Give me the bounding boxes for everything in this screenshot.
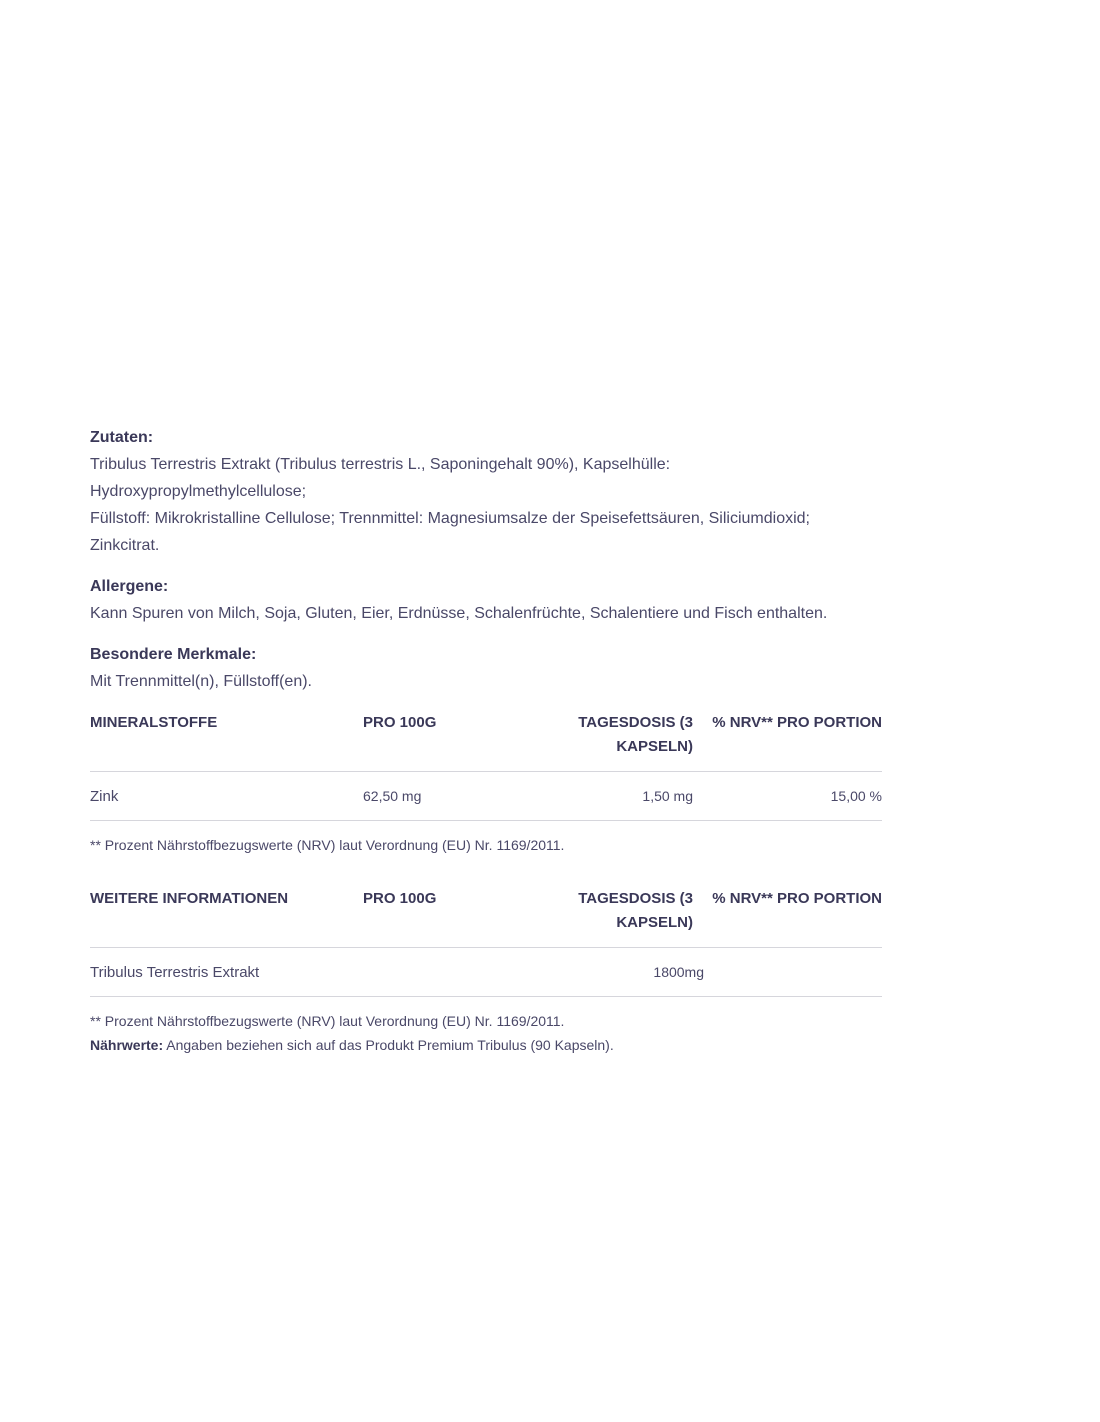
row-daily-dose: 1,50 mg <box>642 788 693 804</box>
features-text: Mit Trennmittel(n), Füllstoff(en). <box>90 673 312 690</box>
header-per-100g: PRO 100G <box>363 714 437 731</box>
row-per-100g: 62,50 mg <box>363 788 422 804</box>
row-value: 1800mg <box>653 964 704 980</box>
allergens-title: Allergene: <box>90 578 169 595</box>
info-footnote-nrv: ** Prozent Nährstoffbezugswerte (NRV) laut Verordnung (EU) Nr. 1169/2011. <box>90 1013 565 1029</box>
ingredients-section <box>90 424 882 559</box>
row-name: Tribulus Terrestris Extrakt <box>90 963 260 981</box>
features-title: Besondere Merkmale: <box>90 646 257 663</box>
row-nrv: 15,00 % <box>830 788 882 804</box>
features-section <box>90 641 882 695</box>
ingredients-line-1: Tribulus Terrestris Extrakt (Tribulus terrestris L., Saponingehalt 90%), Kapselhülle: Hydroxypropylmethylcellulose; <box>90 456 671 500</box>
nutrition-text: Angaben beziehen sich auf das Produkt Premium Tribulus (90 Kapseln). <box>163 1037 614 1053</box>
info-table-header <box>90 887 882 948</box>
table-row <box>90 948 882 997</box>
minerals-table-header <box>90 711 882 772</box>
header-per-100g: PRO 100G <box>363 890 437 907</box>
header-minerals: MINERALSTOFFE <box>90 714 218 731</box>
nutrition-note <box>90 1033 882 1057</box>
header-more-info: WEITERE INFORMATIONEN <box>90 890 289 907</box>
allergens-section <box>90 573 882 627</box>
minerals-footnote: ** Prozent Nährstoffbezugswerte (NRV) laut Verordnung (EU) Nr. 1169/2011. <box>90 837 565 853</box>
ingredients-line-2: Füllstoff: Mikrokristalline Cellulose; Trennmittel: Magnesiumsalze der Speisefettsäuren, Siliciumdioxid; Zinkcitrat. <box>90 510 810 554</box>
header-daily-dose: TAGESDOSIS (3 KAPSELN) <box>578 714 693 755</box>
minerals-table <box>90 711 882 821</box>
header-nrv: % NRV** PRO PORTION <box>712 890 882 907</box>
nutrition-label: Nährwerte: <box>90 1037 164 1053</box>
info-table <box>90 887 882 997</box>
table-row <box>90 772 882 821</box>
product-details <box>90 424 882 1057</box>
ingredients-title: Zutaten: <box>90 429 154 446</box>
info-footnote <box>90 1009 882 1057</box>
allergens-text: Kann Spuren von Milch, Soja, Gluten, Eier, Erdnüsse, Schalenfrüchte, Schalentiere und Fisch enthalten. <box>90 605 828 622</box>
row-name: Zink <box>90 787 119 805</box>
header-daily-dose: TAGESDOSIS (3 KAPSELN) <box>578 890 693 931</box>
header-nrv: % NRV** PRO PORTION <box>712 714 882 731</box>
